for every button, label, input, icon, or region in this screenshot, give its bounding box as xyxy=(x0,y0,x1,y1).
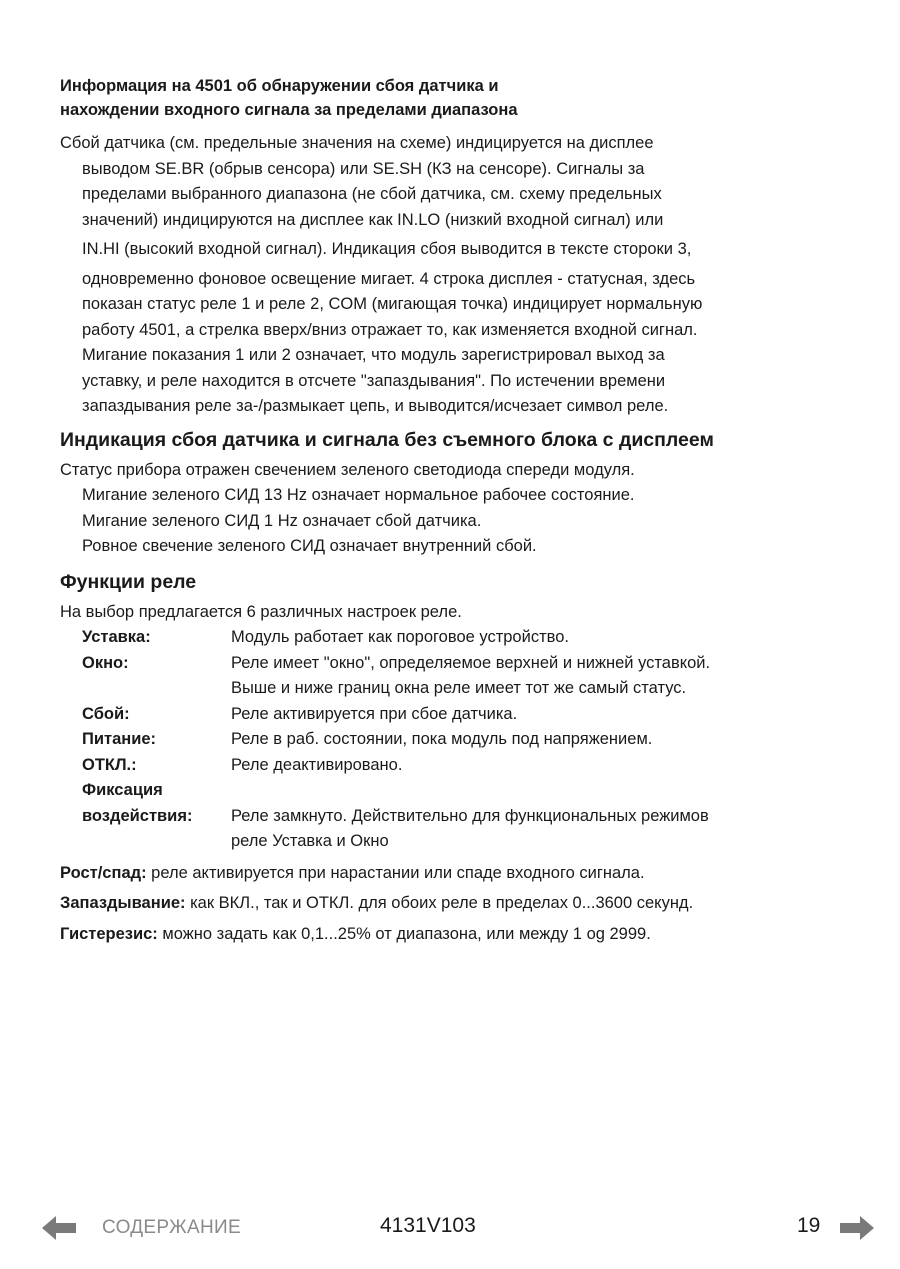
next-page-button[interactable] xyxy=(838,1214,876,1242)
relay-term: Сбой: xyxy=(82,704,130,723)
no-display-lead: Статус прибора отражен свечением зеленого светодиода спереди модуля. xyxy=(60,460,635,479)
relay-functions-lead: На выбор предлагается 6 различных настроек реле. xyxy=(60,602,462,621)
intro-line: выводом SE.BR (обрыв сенсора) или SE.SH (КЗ на сенсоре). Сигналы за xyxy=(82,159,645,178)
relay-description xyxy=(231,778,710,804)
param-label: Запаздывание: xyxy=(60,894,186,912)
intro-line: значений) индицируются на дисплее как IN.LO (низкий входной сигнал) или xyxy=(82,210,664,229)
intro-line: Сбой датчика (см. предельные значения на схеме) индицируется на дисплее xyxy=(60,134,654,152)
param-label: Гистерезис: xyxy=(60,924,158,943)
param-label: Рост/спад: xyxy=(60,863,147,882)
relay-row xyxy=(82,804,710,830)
relay-description: Модуль работает как пороговое устройство. xyxy=(231,628,569,646)
intro-heading xyxy=(60,74,840,122)
page-content xyxy=(60,74,840,947)
page-footer xyxy=(0,1210,900,1246)
intro-line: пределами выбранного диапазона (не сбой датчика, см. схему предельных xyxy=(82,185,662,203)
relay-description: реле Уставка и Окно xyxy=(231,832,389,850)
relay-row xyxy=(82,829,710,855)
param-rise-fall xyxy=(60,861,840,887)
arrow-left-icon xyxy=(40,1214,78,1242)
intro-line: запаздывания реле за-/размыкает цепь, и выводится/исчезает символ реле. xyxy=(82,397,669,415)
relay-row xyxy=(82,727,710,753)
relay-description: Реле имеет "окно", определяемое верхней и нижней уставкой. xyxy=(231,653,711,672)
relay-term: Фиксация xyxy=(82,781,163,799)
relay-description: Выше и ниже границ окна реле имеет тот же самый статус. xyxy=(231,679,687,697)
relay-row xyxy=(82,702,710,728)
relay-term: ОТКЛ.: xyxy=(82,755,137,774)
intro-line: уставку, и реле находится в отсчете "запаздывания". По истечении времени xyxy=(82,371,666,390)
relay-row xyxy=(82,651,710,677)
relay-term: Уставка: xyxy=(82,628,151,646)
intro-line: работу 4501, а стрелка вверх/вниз отражает то, как изменяется входной сигнал. xyxy=(82,320,698,339)
intro-heading-line: нахождении входного сигнала за пределами диапазона xyxy=(60,101,518,119)
led-status-item: Мигание зеленого СИД 1 Hz означает сбой датчика. xyxy=(82,511,482,530)
relay-term xyxy=(82,829,231,855)
relay-row xyxy=(82,753,710,779)
param-text: можно задать как 0,1...25% от диапазона, или между 1 og 2999. xyxy=(157,924,651,943)
relay-functions-table xyxy=(82,625,710,855)
led-status-item: Мигание зеленого СИД 13 Hz означает нормальное рабочее состояние. xyxy=(82,486,635,504)
intro-paragraph xyxy=(60,131,840,420)
document-code: 4131V103 xyxy=(380,1214,476,1237)
no-display-heading: Индикация сбоя датчика и сигнала без съемного блока с дисплеем xyxy=(60,428,714,451)
relay-row xyxy=(82,625,710,651)
param-hysteresis xyxy=(60,922,840,948)
intro-heading-line: Информация на 4501 об обнаружении сбоя датчика и xyxy=(60,77,499,95)
relay-description: Реле замкнуто. Действительно для функциональных режимов xyxy=(231,806,709,825)
no-display-section xyxy=(60,458,840,560)
param-text: как ВКЛ., так и ОТКЛ. для обоих реле в пределах 0...3600 секунд. xyxy=(185,894,694,912)
intro-line: показан статус реле 1 и реле 2, COM (мигающая точка) индицирует нормальную xyxy=(82,295,703,313)
relay-description: Реле в раб. состоянии, пока модуль под напряжением. xyxy=(231,730,653,748)
relay-description: Реле деактивировано. xyxy=(231,755,403,774)
relay-row xyxy=(82,676,710,702)
relay-description: Реле активируется при сбое датчика. xyxy=(231,704,518,723)
relay-term: воздействия: xyxy=(82,806,193,825)
contents-label[interactable]: СОДЕРЖАНИЕ xyxy=(102,1217,241,1238)
intro-line: Мигание показания 1 или 2 означает, что модуль зарегистрировал выход за xyxy=(82,346,665,364)
page-number: 19 xyxy=(797,1214,821,1237)
contents-link[interactable] xyxy=(40,1214,241,1242)
relay-term: Окно: xyxy=(82,653,129,672)
param-text: реле активируется при нарастании или спаде входного сигнала. xyxy=(146,863,645,882)
intro-line: одновременно фоновое освещение мигает. 4 строка дисплея - статусная, здесь xyxy=(82,269,696,288)
relay-term xyxy=(82,676,231,702)
param-delay xyxy=(60,891,840,917)
relay-functions-heading: Функции реле xyxy=(60,570,197,593)
arrow-right-icon xyxy=(838,1214,876,1242)
relay-term: Питание: xyxy=(82,730,157,748)
intro-line: IN.HI (высокий входной сигнал). Индикация сбоя выводится в тексте стороки 3, xyxy=(82,240,692,258)
relay-row xyxy=(82,778,710,804)
led-status-item: Ровное свечение зеленого СИД означает внутренний сбой. xyxy=(82,537,537,555)
